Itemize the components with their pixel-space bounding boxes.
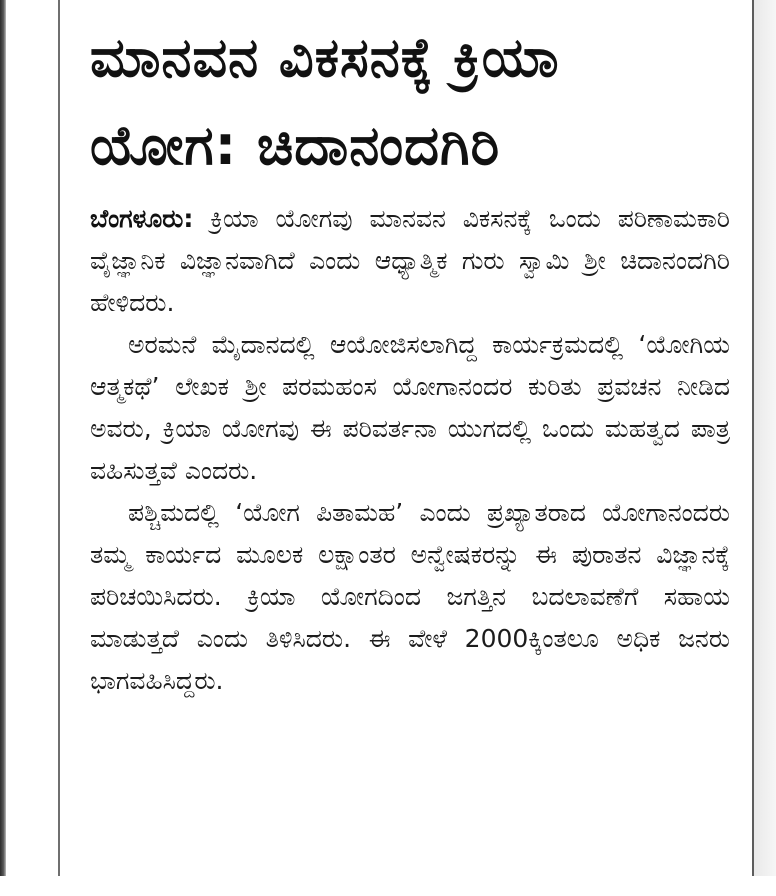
article-body [90,198,730,702]
paragraph-1 [90,198,730,324]
news-article [90,14,730,702]
headline-line-2: ಯೋಗ: ಚಿದಾನಂದಗಿರಿ [90,114,501,177]
article-headline [90,14,730,190]
next-article-headline-cropped [110,856,730,896]
paragraph-3: ಪಶ್ಚಿಮದಲ್ಲಿ ‘ಯೋಗ ಪಿತಾಮಹ’ ಎಂದು ಪ್ರಖ್ಯಾತರಾದ ಯೋಗಾನಂದರು ತಮ್ಮ ಕಾರ್ಯದ ಮೂಲಕ ಲಕ್ಷಾಂತರ ಅನ್ವೇಷಕರನ್ನು ಈ ಪುರಾತನ ವಿಜ್ಞಾನಕ್ಕೆ ಪರಿಚಯಿಸಿದರು. ಕ್ರಿಯಾ ಯೋಗದಿಂದ ಜಗತ್ತಿನ ಬದಲಾವಣೆಗೆ ಸಹಾಯ ಮಾಡುತ್ತದೆ ಎಂದು ತಿಳಿಸಿದರು. ಈ ವೇಳೆ 2000ಕ್ಕಿಂತಲೂ ಅಧಿಕ ಜನರು ಭಾಗವಹಿಸಿದ್ದರು. [90,498,730,695]
headline-line-1: ಮಾನವನ ವಿಕಸನಕ್ಕೆ ಕ್ರಿಯಾ [90,26,560,89]
paragraph-1-text: ಕ್ರಿಯಾ ಯೋಗವು ಮಾನವನ ವಿಕಸನಕ್ಕೆ ಒಂದು ಪರಿಣಾಮಕಾರಿ ವೈಜ್ಞಾನಿಕ ವಿಜ್ಞಾನವಾಗಿದೆ ಎಂದು ಆಧ್ಯಾತ್ಮಿಕ ಗುರು ಸ್ವಾಮಿ ಶ್ರೀ ಚಿದಾನಂದಗಿರಿ ಹೇಳಿದರು. [90,204,730,317]
dateline: ಬೆಂಗಳೂರು: [90,204,194,233]
adjacent-column-edge [754,0,776,876]
column-rule-left [58,0,60,876]
paragraph-2: ಅರಮನೆ ಮೈದಾನದಲ್ಲಿ ಆಯೋಜಿಸಲಾಗಿದ್ದ ಕಾರ್ಯಕ್ರಮದಲ್ಲಿ ‘ಯೋಗಿಯ ಆತ್ಮಕಥೆ’ ಲೇಖಕ ಶ್ರೀ ಪರಮಹಂಸ ಯೋಗಾನಂದರ ಕುರಿತು ಪ್ರವಚನ ನೀಡಿದ ಅವರು, ಕ್ರಿಯಾ ಯೋಗವು ಈ ಪರಿವರ್ತನಾ ಯುಗದಲ್ಲಿ ಒಂದು ಮಹತ್ವದ ಪಾತ್ರ ವಹಿಸುತ್ತವೆ ಎಂದರು. [90,330,730,485]
scan-shadow-edge [0,0,6,876]
